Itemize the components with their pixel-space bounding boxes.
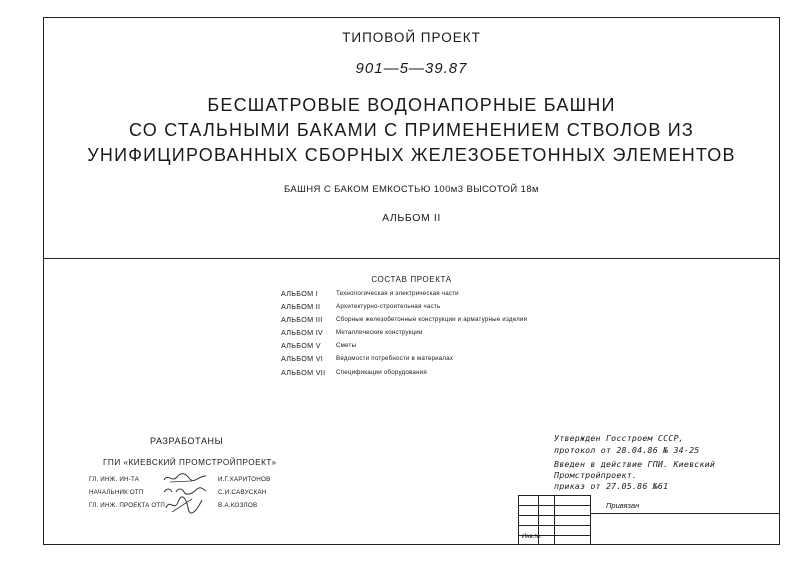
binding-stamp (518, 495, 780, 545)
divider-line (43, 258, 780, 259)
composition-description: Ведомости потребности в материалах (336, 355, 454, 362)
typical-project-label: ТИПОВОЙ ПРОЕКТ (342, 30, 481, 45)
composition-heading: СОСТАВ ПРОЕКТА (371, 275, 452, 284)
composition-description: Металлические конструкции (336, 329, 423, 336)
approval-line: протокол от 28.04.86 № 34-25 (554, 445, 700, 455)
title-line-1: БЕСШАТРОВЫЕ ВОДОНАПОРНЫЕ БАШНИ (207, 95, 616, 115)
signatory-name: И.Г.ХАРИТОНОВ (218, 476, 271, 483)
title-line-3: УНИФИЦИРОВАННЫХ СБОРНЫХ ЖЕЛЕЗОБЕТОННЫХ ЭЛЕМЕНТОВ (87, 145, 736, 165)
composition-album: АЛЬБОМ III (281, 315, 323, 324)
tower-subtitle: БАШНЯ С БАКОМ ЕМКОСТЬЮ 100м3 ВЫСОТОЙ 18м (284, 184, 539, 195)
approval-line: приказ от 27.05.86 №61 (554, 481, 669, 491)
composition-description: Сборные железобетонные конструкции и арматурные изделия (336, 316, 528, 323)
composition-album: АЛЬБОМ II (281, 302, 321, 311)
organization-name: ГПИ «КИЕВСКИЙ ПРОМСТРОЙПРОЕКТ» (103, 458, 277, 467)
approval-line: Утвержден Госстроем СССР, (554, 433, 684, 443)
composition-album: АЛЬБОМ V (281, 341, 321, 350)
approval-line: Введен в действие ГПИ. Киевский (554, 459, 716, 469)
stamp-grid-line (518, 525, 590, 526)
album-label: АЛЬБОМ II (382, 212, 441, 224)
signatory-name: С.И.САВУСКАН (218, 489, 267, 496)
composition-description: Технологическая и электрическая части (336, 290, 459, 297)
signatory-name: В.А.КОЗЛОВ (218, 502, 258, 509)
stamp-grid-line (518, 505, 590, 506)
composition-album: АЛЬБОМ VI (281, 354, 324, 363)
composition-description: Спецификации оборудования (336, 369, 427, 376)
inventory-number-label: Инв.№ (522, 534, 541, 540)
composition-description: Архитектурно-строительная часть (336, 303, 441, 310)
stamp-grid-line (590, 495, 591, 545)
signatory-role: ГЛ. ИНЖ. ПРОЕКТА ОТП (89, 502, 166, 509)
handwritten-signature (162, 496, 208, 516)
title-line-2: СО СТАЛЬНЫМИ БАКАМИ С ПРИМЕНЕНИЕМ СТВОЛОВ ИЗ (128, 120, 694, 140)
composition-album: АЛЬБОМ VII (281, 368, 326, 377)
composition-album: АЛЬБОМ I (281, 289, 318, 298)
stamp-grid-line (554, 495, 555, 545)
stamp-grid-line (590, 513, 780, 514)
project-number: 901—5—39.87 (355, 60, 468, 77)
stamp-grid-line (518, 515, 590, 516)
signatory-role: ГЛ. ИНЖ. ИН-ТА (89, 476, 140, 483)
developed-heading: РАЗРАБОТАНЫ (150, 436, 224, 446)
composition-description: Сметы (336, 342, 357, 349)
composition-album: АЛЬБОМ IV (281, 328, 324, 337)
stamp-label: Привязан (606, 501, 640, 510)
approval-line: Промстройпроект. (554, 470, 638, 480)
signatory-role: НАЧАЛЬНИК ОТП (89, 489, 144, 496)
